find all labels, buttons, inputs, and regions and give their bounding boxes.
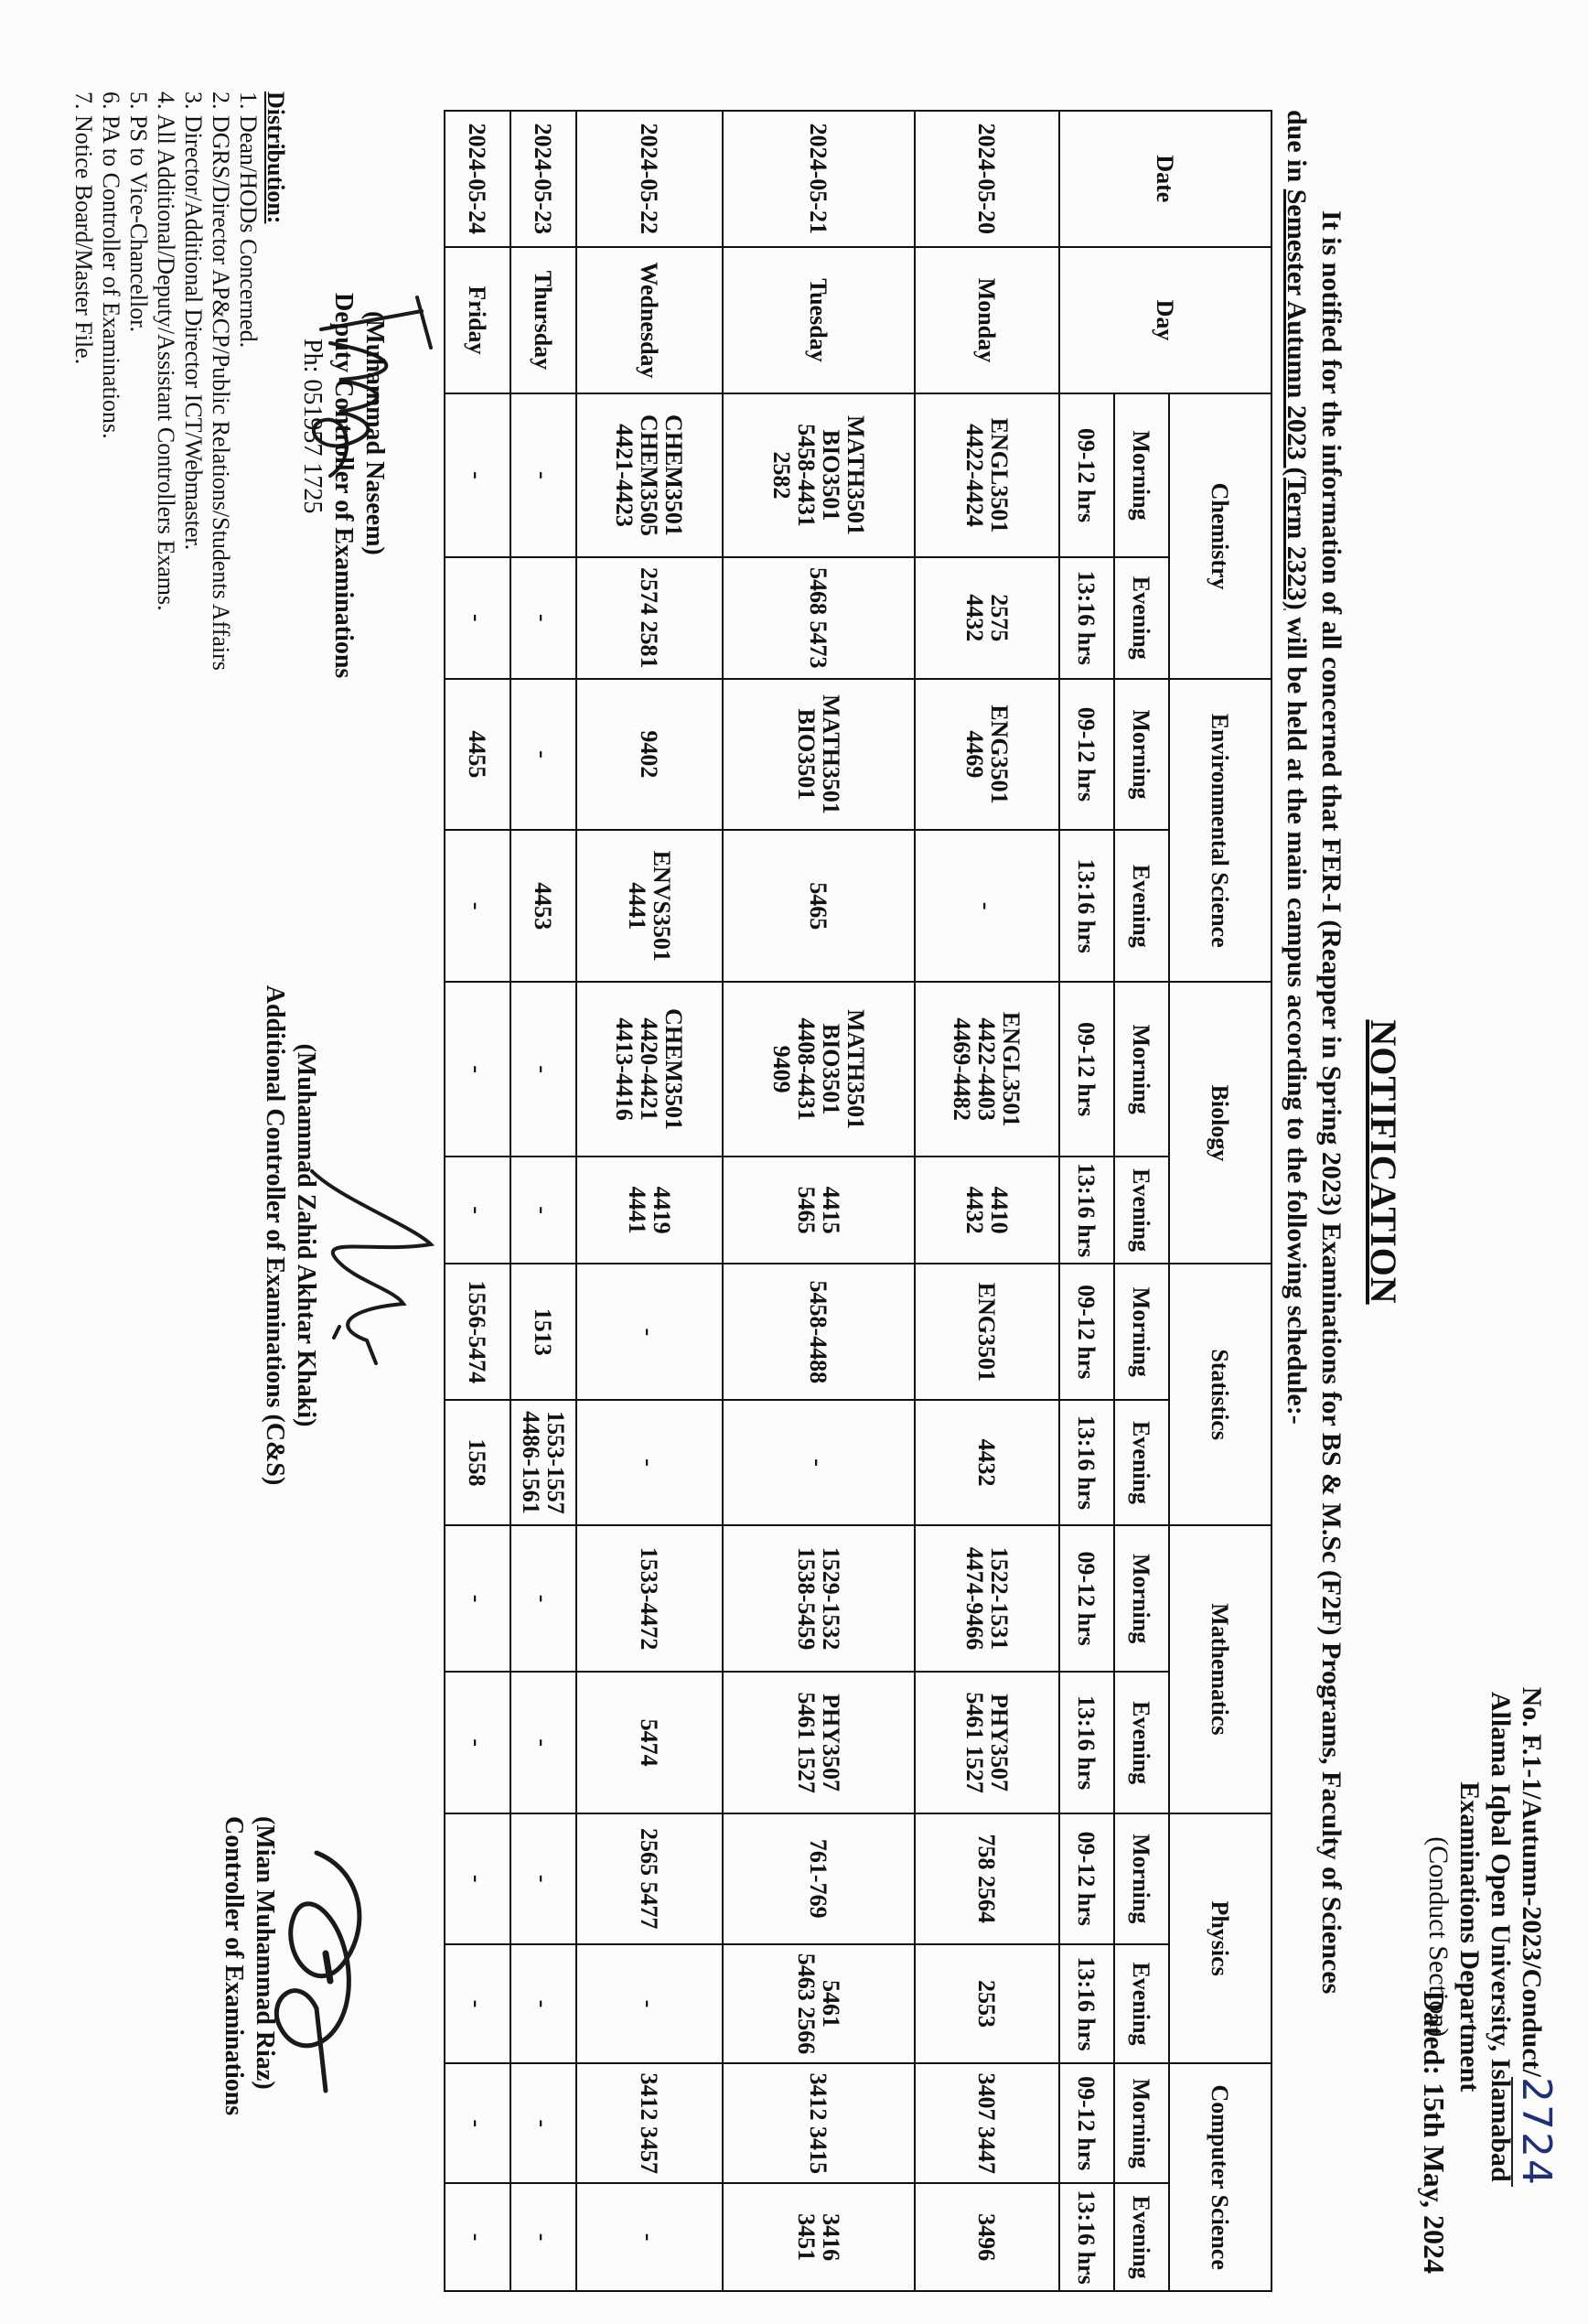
course-codes-cell: - <box>445 982 510 1156</box>
reference-number: 2724 <box>1513 2077 1560 2187</box>
intro-term: Semester Autumn 2023 (Term 2323) <box>1282 188 1312 610</box>
course-codes-cell: 9402 <box>576 679 723 830</box>
row-date: 2024-05-23 <box>510 111 576 247</box>
morning-time-header: 09-12 hrs <box>1059 982 1114 1156</box>
course-codes-cell: - <box>510 393 576 556</box>
course-codes-cell: - <box>915 830 1059 982</box>
course-codes-cell: 761-769 <box>723 1813 915 1944</box>
course-codes-cell: - <box>723 1400 915 1525</box>
evening-time-header: 13:16 hrs <box>1059 830 1114 982</box>
evening-time-header: 13:16 hrs <box>1059 2183 1114 2291</box>
subject-biology: Biology <box>1169 982 1271 1264</box>
deputy-controller-title: Deputy Controller of Examinations <box>329 293 358 679</box>
morning-time-header: 09-12 hrs <box>1059 393 1114 556</box>
deputy-controller-phone: Ph: 051957 1725 <box>298 339 327 514</box>
controller-name: (Mian Muhammad Riaz) <box>251 1816 279 2090</box>
row-day: Thursday <box>510 247 576 394</box>
course-codes-cell: CHEM3501 CHEM3505 4421-4423 <box>576 393 723 556</box>
course-codes-cell: ENVS3501 4441 <box>576 830 723 982</box>
table-row <box>915 111 1059 2291</box>
subject-physics: Physics <box>1169 1813 1271 2063</box>
department-name: Examinations Department <box>1454 1781 1485 2093</box>
course-codes-cell: - <box>510 1944 576 2064</box>
distribution-item: 5. PS to Vice-Chancellor. <box>125 91 152 332</box>
morning-time-header: 09-12 hrs <box>1059 1525 1114 1673</box>
intro-line-1: It is notified for the information of all concerned that FER-I (Reapper in Spring 2023) Examinations for BS & M.Sc (F2F) Programs, Faculty of Sciences <box>1316 210 1347 1995</box>
distribution-item: 2. DGRS/Director AP&CP/Public Relations/Students Affairs <box>208 91 234 671</box>
evening-time-header: 13:16 hrs <box>1059 557 1114 679</box>
course-codes-cell: - <box>445 557 510 679</box>
course-codes-cell: 1556-5474 <box>445 1264 510 1400</box>
course-codes-cell: 1533-4472 <box>576 1525 723 1673</box>
course-codes-cell: - <box>510 1157 576 1264</box>
course-codes-cell: 4432 <box>915 1400 1059 1525</box>
date-line: Dated: 15th May, 2024 <box>1418 1990 1451 2274</box>
evening-session-header: Evening <box>1114 1400 1169 1525</box>
row-date: 2024-05-21 <box>723 111 915 247</box>
controller-title: Controller of Examinations <box>220 1816 248 2116</box>
subject-chemistry: Chemistry <box>1169 393 1271 679</box>
controller-block <box>218 1816 280 2292</box>
course-codes-cell: ENGL3501 4422-4424 <box>915 393 1059 556</box>
exam-schedule-table <box>444 110 1272 2292</box>
subject-mathematics: Mathematics <box>1169 1525 1271 1813</box>
course-codes-cell: - <box>576 1400 723 1525</box>
distribution-item: 6. PA to Controller of Examinations. <box>98 91 124 439</box>
evening-session-header: Evening <box>1114 1157 1169 1264</box>
day-header: Day <box>1059 247 1271 394</box>
distribution-item: 1. Dean/HODs Concerned. <box>235 91 262 349</box>
course-codes-cell: - <box>445 1525 510 1673</box>
course-codes-cell: 4410 4432 <box>915 1157 1059 1264</box>
row-date: 2024-05-24 <box>445 111 510 247</box>
evening-session-header: Evening <box>1114 557 1169 679</box>
morning-time-header: 09-12 hrs <box>1059 679 1114 830</box>
course-codes-cell: - <box>445 393 510 556</box>
morning-session-header: Morning <box>1114 1264 1169 1400</box>
course-codes-cell: - <box>510 679 576 830</box>
subject-statistics: Statistics <box>1169 1264 1271 1524</box>
intro-schedule-text: will be held at the main campus according to the following schedule:- <box>1282 617 1312 1425</box>
course-codes-cell: 1558 <box>445 1400 510 1525</box>
course-codes-cell: 5458-4488 <box>723 1264 915 1400</box>
university-name: Allama Iqbal Open University, Islamabad <box>1486 1691 1516 2182</box>
additional-controller-title: Additional Controller of Examinations (C&S) <box>261 984 289 1486</box>
course-codes-cell: - <box>445 1944 510 2064</box>
course-codes-cell: - <box>510 1813 576 1944</box>
section-name: (Conduct Section) <box>1423 1836 1454 2038</box>
course-codes-cell: 5465 <box>723 830 915 982</box>
course-codes-cell: MATH3501 BIO3501 5458-4431 2582 <box>723 393 915 556</box>
course-codes-cell: 4453 <box>510 830 576 982</box>
row-day: Monday <box>915 247 1059 394</box>
course-codes-cell: - <box>445 1672 510 1813</box>
course-codes-cell: 758 2564 <box>915 1813 1059 1944</box>
subject-environmental-science: Environmental Science <box>1169 679 1271 983</box>
intro-line-2 <box>1279 110 1314 2242</box>
course-codes-cell: - <box>510 982 576 1156</box>
evening-session-header: Evening <box>1114 2183 1169 2291</box>
course-codes-cell: 2553 <box>915 1944 1059 2064</box>
row-day: Wednesday <box>576 247 723 394</box>
course-codes-cell: 5468 5473 <box>723 557 915 679</box>
evening-time-header: 13:16 hrs <box>1059 1672 1114 1813</box>
morning-session-header: Morning <box>1114 2063 1169 2183</box>
intro-due-in: due in <box>1282 110 1312 183</box>
course-codes-cell: - <box>510 557 576 679</box>
course-codes-cell: - <box>510 2183 576 2291</box>
evening-time-header: 13:16 hrs <box>1059 1944 1114 2064</box>
course-codes-cell: 2565 5477 <box>576 1813 723 1944</box>
distribution-item: 7. Notice Board/Master File. <box>70 91 97 365</box>
distribution-item: 3. Director/Additional Director ICT/Webmaster. <box>180 91 207 551</box>
course-codes-cell: 3412 3415 <box>723 2063 915 2183</box>
distribution-list <box>70 91 289 671</box>
course-codes-cell: ENG3501 <box>915 1264 1059 1400</box>
course-codes-cell: - <box>445 2183 510 2291</box>
course-codes-cell: 2575 4432 <box>915 557 1059 679</box>
course-codes-cell: 5474 <box>576 1672 723 1813</box>
evening-session-header: Evening <box>1114 830 1169 982</box>
morning-session-header: Morning <box>1114 1813 1169 1944</box>
additional-controller-name: (Muhammad Zahid Akhtar Khaki) <box>292 1043 320 1427</box>
reference-prefix: No. F.1-1/Autumn-2023/Conduct/ <box>1517 1686 1547 2078</box>
course-codes-cell: - <box>510 1525 576 1673</box>
course-codes-cell: MATH3501 BIO3501 4408-4431 9409 <box>723 982 915 1156</box>
course-codes-cell: - <box>576 2183 723 2291</box>
course-codes-cell: 3412 3457 <box>576 2063 723 2183</box>
morning-session-header: Morning <box>1114 679 1169 830</box>
course-codes-cell: 4415 5465 <box>723 1157 915 1264</box>
course-codes-cell: - <box>445 1813 510 1944</box>
course-codes-cell: ENG3501 4469 <box>915 679 1059 830</box>
evening-time-header: 13:16 hrs <box>1059 1400 1114 1525</box>
course-codes-cell: 4419 4441 <box>576 1157 723 1264</box>
course-codes-cell: 1513 <box>510 1264 576 1400</box>
course-codes-cell: CHEM3501 4420-4421 4413-4416 <box>576 982 723 1156</box>
course-codes-cell: 4455 <box>445 679 510 830</box>
course-codes-cell: PHY3507 5461 1527 <box>915 1672 1059 1813</box>
table-row <box>576 111 723 2291</box>
course-codes-cell: 2574 2581 <box>576 557 723 679</box>
course-codes-cell: - <box>510 1672 576 1813</box>
table-row <box>723 111 915 2291</box>
morning-session-header: Morning <box>1114 1525 1169 1673</box>
course-codes-cell: ENGL3501 4422-4403 4469-4482 <box>915 982 1059 1156</box>
course-codes-cell: 1529-1532 1538-5459 <box>723 1525 915 1673</box>
course-codes-cell: 1522-1531 4474-9466 <box>915 1525 1059 1673</box>
row-date: 2024-05-22 <box>576 111 723 247</box>
distribution-heading: Distribution: <box>263 91 289 224</box>
additional-controller-block <box>259 915 321 1555</box>
table-row <box>510 111 576 2291</box>
date-header: Date <box>1059 111 1271 247</box>
evening-session-header: Evening <box>1114 1944 1169 2064</box>
course-codes-cell: 3407 3447 <box>915 2063 1059 2183</box>
morning-time-header: 09-12 hrs <box>1059 2063 1114 2183</box>
deputy-controller-name: (Muhammad Naseem) <box>360 311 389 555</box>
course-codes-cell: - <box>445 2063 510 2183</box>
row-day: Friday <box>445 247 510 394</box>
row-day: Tuesday <box>723 247 915 394</box>
course-codes-cell: - <box>445 830 510 982</box>
row-date: 2024-05-20 <box>915 111 1059 247</box>
evening-session-header: Evening <box>1114 1672 1169 1813</box>
intro-paragraph <box>1279 110 1348 2242</box>
course-codes-cell: - <box>445 1157 510 1264</box>
course-codes-cell: PHY3507 5461 1527 <box>723 1672 915 1813</box>
evening-time-header: 13:16 hrs <box>1059 1157 1114 1264</box>
course-codes-cell: 1553-1557 4486-1561 <box>510 1400 576 1525</box>
distribution-item: 4. All Additional/Deputy/Assistant Controllers Exams. <box>153 91 179 611</box>
course-codes-cell: - <box>510 2063 576 2183</box>
course-codes-cell: MATH3501 BIO3501 <box>723 679 915 830</box>
morning-time-header: 09-12 hrs <box>1059 1264 1114 1400</box>
morning-session-header: Morning <box>1114 393 1169 556</box>
course-codes-cell: 3416 3451 <box>723 2183 915 2291</box>
notification-title: NOTIFICATION <box>1363 1019 1404 1305</box>
morning-time-header: 09-12 hrs <box>1059 1813 1114 1944</box>
course-codes-cell: - <box>576 1264 723 1400</box>
course-codes-cell: - <box>576 1944 723 2064</box>
deputy-controller-block <box>296 293 390 769</box>
course-codes-cell: 5461 5463 2566 <box>723 1944 915 2064</box>
morning-session-header: Morning <box>1114 982 1169 1156</box>
subject-computer-science: Computer Science <box>1169 2063 1271 2291</box>
course-codes-cell: 3496 <box>915 2183 1059 2291</box>
